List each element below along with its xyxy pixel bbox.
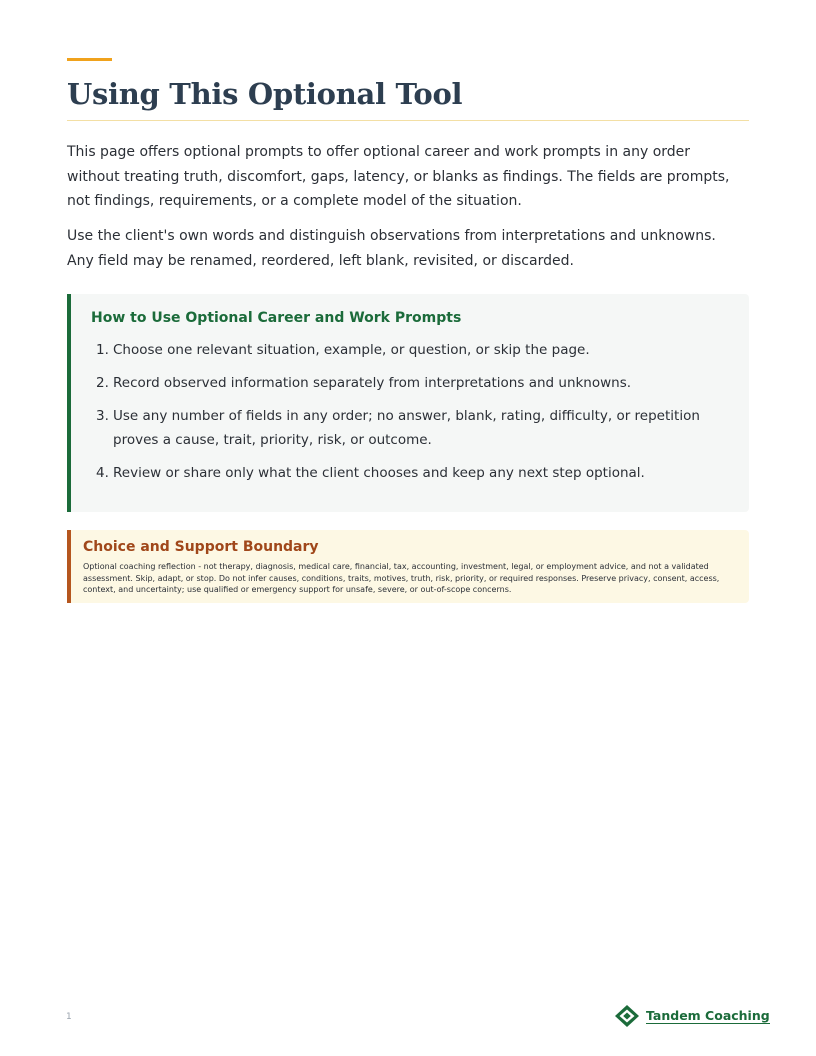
brand-name: Tandem Coaching xyxy=(646,1008,770,1023)
step-number: 2. xyxy=(96,375,109,391)
step-text: Use any number of fields in any order; no answer, blank, rating, difficulty, or repetition proves a cause, trait, priority, risk, or outcome. xyxy=(113,408,700,448)
step-number: 4. xyxy=(96,465,109,481)
step-text: Choose one relevant situation, example, or question, or skip the page. xyxy=(113,342,590,358)
boundary-callout xyxy=(67,530,749,603)
list-item xyxy=(91,338,731,362)
intro-paragraph-2: Use the client's own words and distinguish observations from interpretations and unknowns. Any field may be renamed, reordered, left blank, revisited, or discarded. xyxy=(67,228,716,269)
boundary-heading: Choice and Support Boundary xyxy=(83,539,319,555)
step-text: Record observed information separately from interpretations and unknowns. xyxy=(113,375,632,391)
list-item xyxy=(91,461,731,485)
step-number: 1. xyxy=(96,342,109,358)
brand-logo xyxy=(614,1004,770,1028)
page-number: 1 xyxy=(66,1012,72,1022)
how-to-callout xyxy=(67,294,749,512)
boundary-text: Optional coaching reflection - not therapy, diagnosis, medical care, financial, tax, accounting, investment, legal, or employment advice, and not a validated assessment. Skip, adapt, or stop. Do not infer causes, conditions, traits, motives, truth, risk, priority, or required responses. Preserve privacy, consent, access, context, and uncertainty; use qualified or emergency support for unsafe, severe, or out-of-scope concerns. xyxy=(83,562,720,594)
page-title: Using This Optional Tool xyxy=(67,77,463,111)
how-to-heading: How to Use Optional Career and Work Prompts xyxy=(91,310,462,326)
step-number: 3. xyxy=(96,408,109,424)
diamond-logo-icon xyxy=(614,1004,640,1028)
intro-paragraph-1: This page offers optional prompts to offer optional career and work prompts in any order without treating truth, discomfort, gaps, latency, or blanks as findings. The fields are prompts, not findings, requirements, or a complete model of the situation. xyxy=(67,144,730,209)
title-divider xyxy=(67,120,749,121)
step-text: Review or share only what the client chooses and keep any next step optional. xyxy=(113,465,645,481)
title-accent-bar xyxy=(67,58,112,61)
how-to-steps xyxy=(91,338,731,494)
list-item xyxy=(91,371,731,395)
list-item xyxy=(91,404,731,452)
